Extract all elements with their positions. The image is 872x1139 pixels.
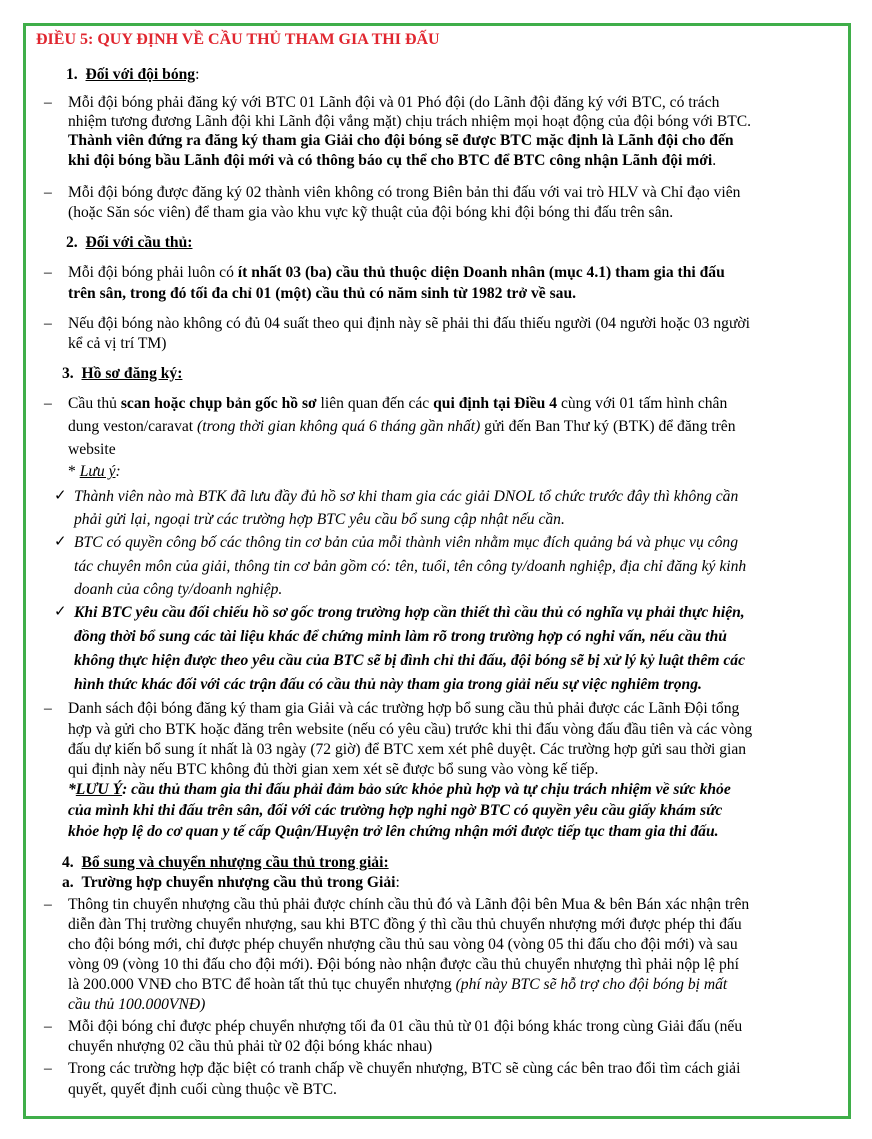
checkmark-icon: ✓ (54, 488, 67, 504)
paragraph-line: (hoặc Săn sóc viên) để tham gia vào khu vực kỹ thuật của đội bóng khi đội bóng thi đấu trên sân. (68, 204, 674, 221)
paragraph-line: diễn đàn Thị trường chuyển nhượng, sau khi BTC đồng ý thì cầu thủ chuyển nhượng mới được phép thi đấu (68, 916, 742, 933)
section-4-heading: 4. Bổ sung và chuyển nhượng cầu thủ trong giải: (62, 854, 389, 871)
paragraph-line: không thực hiện được theo yêu cầu của BTC sẽ bị đình chỉ thi đấu, đội bóng sẽ bị xử lý kỷ luật thêm các (74, 652, 746, 669)
paragraph-line: tác chuyên môn của giải, thông tin cơ bản gồm có: tên, tuổi, tên công ty/doanh nghiệp, địa chỉ đăng ký kinh (74, 558, 747, 575)
paragraph-line: kể cả vị trí TM) (68, 335, 167, 352)
paragraph-line: Thông tin chuyển nhượng cầu thủ phải được chính cầu thủ đó và Lãnh đội bên Mua & bên Bán xác nhận trên (68, 896, 750, 913)
paragraph-line: là 200.000 VNĐ cho BTC để hoàn tất thủ tục chuyển nhượng (phí này BTC sẽ hỗ trợ cho đội bóng bị mất (68, 976, 728, 993)
paragraph-line: trên sân, trong đó tối đa chỉ 01 (một) cầu thủ có năm sinh từ 1982 trở về sau. (68, 285, 577, 302)
paragraph-line: hợp và gửi cho BTK hoặc đăng trên website (nếu có yêu cầu) trước khi thi đấu vòng đấu đầu tiên và các vòng (68, 721, 753, 738)
bullet-dash: – (44, 94, 52, 111)
paragraph-line: Thành viên nào mà BTK đã lưu đầy đủ hồ sơ khi tham gia các giải DNOL tổ chức trước đây thì không cần (74, 488, 739, 505)
paragraph-line: phải gửi lại, ngoại trừ các trường hợp BTC yêu cầu bổ sung cập nhật nếu cần. (74, 511, 565, 528)
paragraph-line: chuyển nhượng 02 cầu thủ phải từ 02 đội bóng khác nhau) (68, 1038, 433, 1055)
paragraph-line: quyết, quyết định cuối cùng thuộc về BTC. (68, 1081, 337, 1098)
paragraph-line: Mỗi đội bóng chỉ được phép chuyển nhượng tối đa 01 cầu thủ từ 01 đội bóng khác trong cùng Giải đấu (nếu (68, 1018, 743, 1035)
checkmark-icon: ✓ (54, 534, 67, 550)
paragraph-line: Danh sách đội bóng đăng ký tham gia Giải và các trường hợp bổ sung cầu thủ phải được các Lãnh Đội tổng (68, 700, 740, 717)
bullet-dash: – (44, 395, 52, 412)
paragraph-line: Mỗi đội bóng được đăng ký 02 thành viên không có trong Biên bản thi đấu với vai trò HLV và Chỉ đạo viên (68, 184, 741, 201)
bullet-dash: – (44, 264, 52, 281)
note-label: * Lưu ý: (68, 463, 121, 480)
bullet-dash: – (44, 700, 52, 717)
paragraph-line: Mỗi đội bóng phải đăng ký với BTC 01 Lãnh đội và 01 Phó đội (do Lãnh đội đăng ký với BTC, có trách (68, 94, 720, 111)
paragraph-line: Mỗi đội bóng phải luôn có ít nhất 03 (ba) cầu thủ thuộc diện Doanh nhân (mục 4.1) tham gia thi đấu (68, 264, 725, 281)
paragraph-line: doanh của công ty/doanh nghiệp. (74, 581, 283, 598)
section-2-heading: 2. Đối với cầu thủ: (66, 234, 193, 251)
article-title: ĐIỀU 5: QUY ĐỊNH VỀ CẦU THỦ THAM GIA THI ĐẤU (36, 31, 440, 48)
paragraph-line: cầu thủ 100.000VNĐ) (68, 996, 206, 1013)
bullet-dash: – (44, 315, 52, 332)
section-1-heading: 1. Đối với đội bóng: (66, 66, 200, 83)
bullet-dash: – (44, 184, 52, 201)
paragraph-line: hình thức khác đối với các trận đấu có cầu thủ này tham gia trong giải nếu sự việc nghiêm trọng. (74, 676, 702, 693)
bullet-dash: – (44, 1018, 52, 1035)
subsection-a-heading: a. Trường hợp chuyển nhượng cầu thủ trong Giải: (62, 874, 400, 891)
paragraph-line: của mình khi thi đấu trên sân, đối với các trường hợp nghi ngờ BTC có quyền yêu cầu giấy khám sức (68, 802, 723, 819)
paragraph-line: đồng thời bổ sung các tài liệu khác để chứng minh làm rõ trong trường hợp có nghi vấn, nếu cầu thủ (74, 628, 727, 645)
paragraph-line: BTC có quyền công bố các thông tin cơ bản của mỗi thành viên nhằm mục đích quảng bá và phục vụ công (74, 534, 738, 551)
paragraph-line: vòng 09 (vòng 10 thi đấu cho đội mới). Đội bóng nào nhận được cầu thủ chuyển nhượng thì phải nộp lệ phí (68, 956, 739, 973)
paragraph-line: đấu dự kiến bổ sung ít nhất là 03 ngày (72 giờ) để BTC xem xét phê duyệt. Các trường hợp gửi sau thời gian (68, 741, 747, 758)
paragraph-line: *LƯU Ý: cầu thủ tham gia thi đấu phải đảm bảo sức khỏe phù hợp và tự chịu trách nhiệm về sức khỏe (68, 781, 731, 798)
paragraph-line: cho đội bóng mới, chỉ được phép chuyển nhượng cầu thủ sau vòng 04 (vòng 05 thi đấu cho đội mới) và sau (68, 936, 738, 953)
paragraph-line: nhiệm tương đương Lãnh đội khi Lãnh đội vắng mặt) chịu trách nhiệm mọi hoạt động của đội bóng với BTC. (68, 113, 752, 130)
bullet-dash: – (44, 1060, 52, 1077)
paragraph-line: Trong các trường hợp đặc biệt có tranh chấp về chuyển nhượng, BTC sẽ cùng các bên trao đổi tìm cách giải (68, 1060, 741, 1077)
paragraph-line: dung veston/caravat (trong thời gian không quá 6 tháng gần nhất) gửi đến Ban Thư ký (BTK) để đăng trên (68, 418, 736, 435)
checkmark-icon: ✓ (54, 604, 67, 620)
paragraph-line: qui định này nếu BTC không đủ thời gian xem xét sẽ được bổ sung vào vòng kế tiếp. (68, 761, 599, 778)
paragraph-line: Cầu thủ scan hoặc chụp bản gốc hồ sơ liên quan đến các qui định tại Điều 4 cùng với 01 tấm hình chân (68, 395, 728, 412)
paragraph-line: Khi BTC yêu cầu đối chiếu hồ sơ gốc trong trường hợp cần thiết thì cầu thủ có nghĩa vụ phải thực hiện, (74, 604, 745, 621)
paragraph-line: website (68, 441, 116, 458)
paragraph-line: khỏe hợp lệ do cơ quan y tế cấp Quận/Huyện trở lên chứng nhận mới được tiếp tục tham gia thi đấu. (68, 823, 719, 840)
bullet-dash: – (44, 896, 52, 913)
paragraph-line: Thành viên đứng ra đăng ký tham gia Giải cho đội bóng sẽ được BTC mặc định là Lãnh đội cho đến (68, 132, 734, 149)
paragraph-line: khi đội bóng bầu Lãnh đội mới và có thông báo cụ thể cho BTC để BTC công nhận Lãnh đội mới. (68, 152, 717, 169)
section-3-heading: 3. Hồ sơ đăng ký: (62, 365, 183, 382)
paragraph-line: Nếu đội bóng nào không có đủ 04 suất theo qui định này sẽ phải thi đấu thiếu người (04 người hoặc 03 người (68, 315, 750, 332)
